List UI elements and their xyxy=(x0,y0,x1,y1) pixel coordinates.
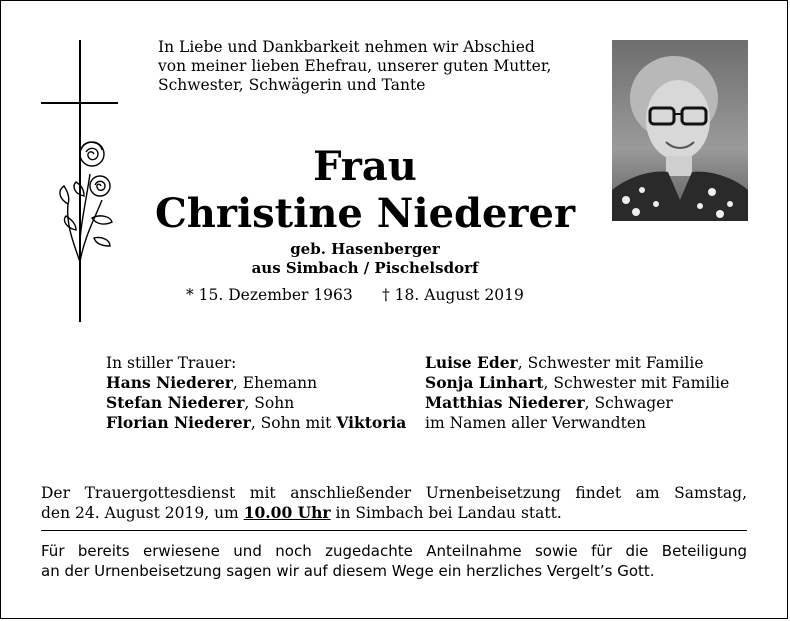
service-time: 10.00 Uhr xyxy=(243,503,331,522)
intro-line: Schwester, Schwägerin und Tante xyxy=(158,76,426,94)
mourner-relation: , Sohn mit xyxy=(250,414,337,432)
birth-date: * 15. Dezember 1963 xyxy=(186,286,353,304)
mourner-relation: , Schwager xyxy=(584,394,673,412)
mourner-row xyxy=(425,393,775,413)
thanks-line: an der Urnenbeisetzung sagen wir auf diesem Wege ein herzliches Vergelt’s Gott. xyxy=(41,562,655,580)
intro-text xyxy=(158,38,598,95)
mourners-closing: im Namen aller Verwandten xyxy=(425,414,646,432)
mourner-name: Hans Niederer xyxy=(106,373,233,392)
mourner-row xyxy=(106,393,416,413)
deceased-name: Christine Niederer xyxy=(154,190,576,237)
mourner-row xyxy=(106,373,416,393)
mourner-row xyxy=(425,353,775,373)
birth-name: geb. Hasenberger xyxy=(290,240,440,258)
divider xyxy=(41,530,747,531)
mourners-right xyxy=(425,353,775,433)
thanks-notice xyxy=(41,541,747,581)
service-line xyxy=(41,504,562,522)
mourner-relation: , Ehemann xyxy=(232,374,318,392)
mourners-left xyxy=(106,353,416,433)
death-date: † 18. August 2019 xyxy=(382,286,524,304)
service-notice xyxy=(41,483,747,523)
mourner-relation: , Schwester mit Familie xyxy=(517,354,704,372)
mourner-name: Sonja Linhart xyxy=(425,373,544,392)
mourner-name: Matthias Niederer xyxy=(425,393,585,412)
mourner-relation: , Sohn xyxy=(244,394,295,412)
service-text: den 24. August 2019, um xyxy=(41,504,244,522)
salutation: Frau xyxy=(313,143,417,190)
intro-line: von meiner lieben Ehefrau, unserer guten Mutter, xyxy=(158,57,552,75)
mourner-relation: , Schwester mit Familie xyxy=(543,374,730,392)
life-dates xyxy=(186,286,586,305)
mourner-name: Luise Eder xyxy=(425,353,518,372)
origin: aus Simbach / Pischelsdorf xyxy=(251,259,479,277)
mourner-name: Viktoria xyxy=(336,413,407,432)
thanks-line: Für bereits erwiesene und noch zugedachte Anteilnahme sowie für die Beteiligung xyxy=(41,542,747,560)
cross-bar xyxy=(41,102,118,104)
service-text: in Simbach bei Landau statt. xyxy=(330,504,562,522)
mourners-heading: In stiller Trauer: xyxy=(106,354,237,372)
mourner-row xyxy=(425,373,775,393)
intro-line: In Liebe und Dankbarkeit nehmen wir Abschied xyxy=(158,38,535,56)
mourner-name: Florian Niederer xyxy=(106,413,251,432)
roses-icon xyxy=(54,134,118,264)
portrait-photo xyxy=(612,40,748,221)
mourner-row xyxy=(106,413,416,433)
service-line: Der Trauergottesdienst mit anschließender Urnenbeisetzung findet am Samstag, xyxy=(41,484,747,502)
mourner-name: Stefan Niederer xyxy=(106,393,245,412)
